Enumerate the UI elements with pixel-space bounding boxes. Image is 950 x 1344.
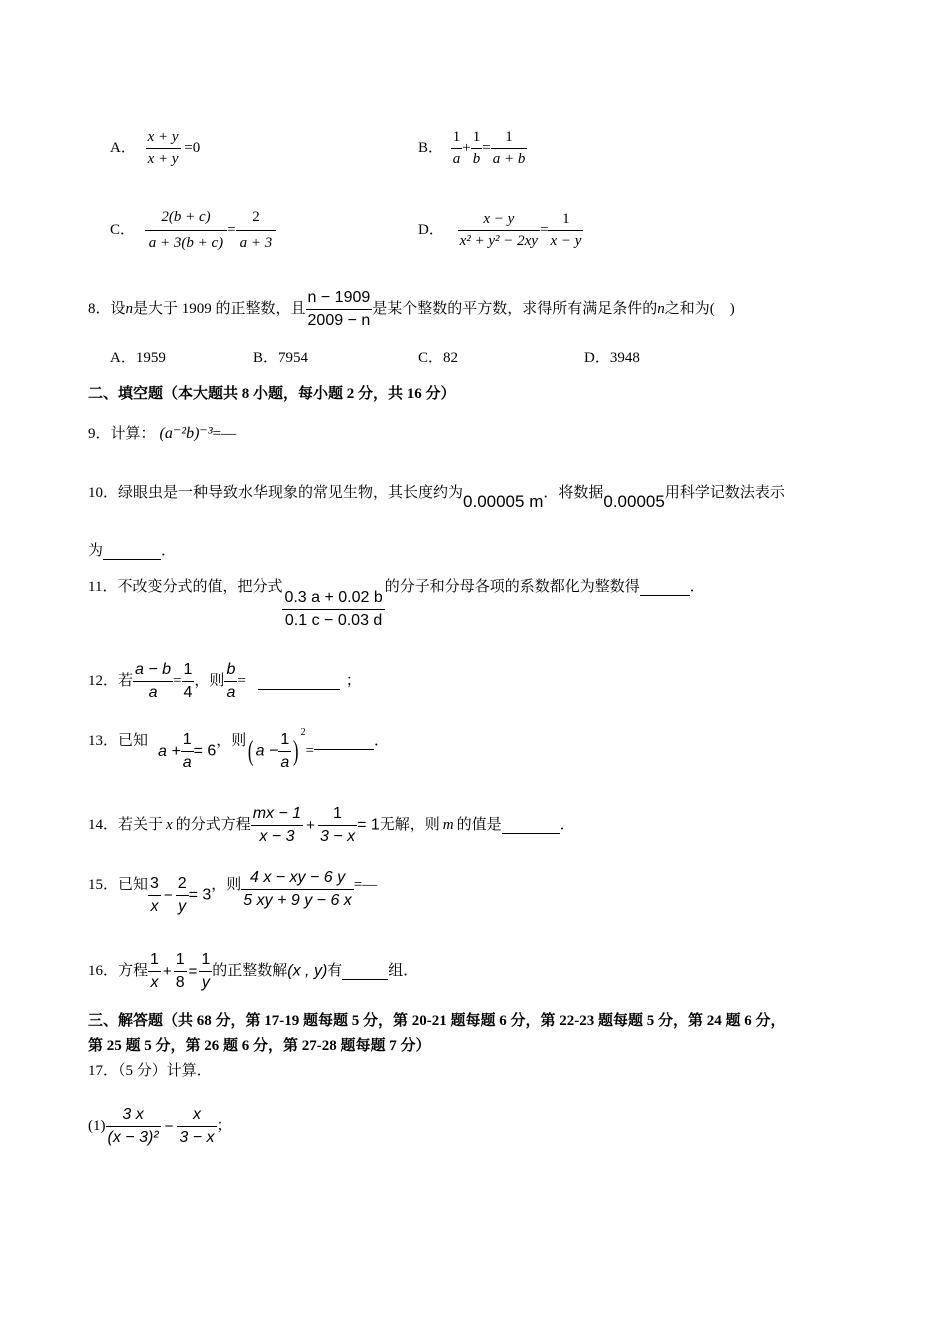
question-text: 14．若关于	[88, 817, 164, 833]
numerator: 0.3 a + 0.02 b	[282, 590, 384, 610]
question-text: 的值是	[456, 817, 502, 833]
denominator: 0.1 c − 0.03 d	[284, 612, 383, 629]
denominator: x	[150, 974, 159, 991]
question-text: ，则	[194, 673, 225, 689]
denominator: x + y	[147, 151, 179, 167]
fraction	[182, 662, 195, 701]
question-9	[88, 426, 236, 442]
answer-blank[interactable]	[502, 818, 560, 834]
question-8	[88, 290, 735, 329]
variable: n	[125, 301, 134, 317]
denominator: a	[182, 754, 192, 771]
denominator: a	[280, 754, 290, 771]
numerator: x − y	[458, 212, 540, 231]
fraction	[224, 662, 237, 701]
question-text: ，则	[216, 732, 247, 749]
q8-option-b: B．7954	[253, 350, 309, 366]
equals-sign: =	[173, 673, 182, 689]
answer-blank[interactable]	[103, 544, 161, 560]
question-10	[88, 483, 785, 511]
q8-option-c: C．82	[418, 350, 459, 366]
fraction	[199, 952, 212, 991]
numerator: 1	[174, 952, 187, 972]
fraction	[471, 130, 483, 167]
denominator: 3 − x	[179, 1129, 215, 1146]
denominator: x − 3	[259, 828, 295, 845]
denominator: a + 3(b + c)	[148, 235, 224, 251]
section-2-title: 二、填空题（本大题共 8 小题，每小题 2 分，共 16 分）	[88, 386, 456, 402]
numerator: 1	[471, 130, 483, 149]
question-10-line-2	[88, 544, 176, 560]
plus-sign: +	[462, 140, 471, 156]
question-text: 组．	[388, 963, 419, 979]
denominator: b	[472, 151, 481, 167]
minus-sign: −	[163, 887, 173, 904]
question-17-part-1	[88, 1107, 232, 1146]
denominator: a	[226, 684, 236, 701]
denominator: 8	[175, 974, 185, 991]
q7-option-c	[110, 210, 276, 251]
plus-sign: +	[306, 817, 315, 834]
question-13	[88, 726, 390, 771]
minus-sign: −	[164, 1118, 174, 1135]
fraction	[148, 876, 161, 915]
denominator: y	[178, 898, 187, 915]
numerator: b	[224, 662, 237, 682]
expression: (a⁻²b)⁻³	[159, 425, 213, 442]
denominator: (x − 3)²	[107, 1129, 159, 1146]
equals-sign: = 1	[357, 816, 380, 834]
fraction	[106, 1107, 161, 1146]
left-paren: (	[248, 735, 254, 767]
question-text: 用科学记数法表示	[664, 485, 785, 501]
option-label: D．	[418, 222, 444, 238]
question-text: 15．已知	[88, 876, 149, 893]
equals-sign: = 3	[188, 886, 212, 904]
expression: a −	[255, 742, 279, 760]
answer-blank: =—	[353, 876, 378, 893]
question-12	[88, 662, 361, 701]
punctuation: ．	[374, 732, 390, 749]
equals-sign: =	[305, 743, 315, 759]
numerator: 1	[182, 662, 195, 682]
exponent: 2	[300, 726, 306, 738]
fraction	[548, 212, 583, 249]
question-text: 的正整数解	[212, 963, 288, 979]
answer-blank[interactable]	[342, 964, 388, 980]
equals-sign: =	[227, 222, 236, 238]
punctuation: ；	[216, 1118, 232, 1134]
denominator: 2009 − n	[307, 312, 371, 329]
option-label: C．	[110, 222, 136, 238]
denominator: x − y	[550, 233, 582, 249]
numerator: x	[177, 1107, 216, 1127]
question-text: ，则	[211, 876, 242, 893]
fraction	[491, 130, 528, 167]
question-text: 16．方程	[88, 963, 149, 979]
question-text: 8．设	[88, 301, 126, 317]
equals-sign: =	[482, 140, 491, 156]
q8-option-d: D．3948	[584, 350, 640, 366]
question-text: 9．计算：	[88, 426, 156, 442]
fraction	[146, 130, 181, 167]
option-label: B．	[418, 140, 444, 156]
answer-blank[interactable]	[640, 580, 690, 596]
question-16	[88, 952, 418, 991]
numerator: a − b	[133, 662, 173, 682]
numerator: 1	[548, 212, 583, 231]
denominator: x	[150, 898, 159, 915]
fraction	[306, 290, 373, 329]
fraction	[176, 876, 189, 915]
numerator: 3 x	[106, 1107, 161, 1127]
question-text: 是某个整数的平方数，求得所有满足条件的	[372, 301, 658, 317]
fraction	[181, 732, 194, 771]
numerator: 2(b + c)	[145, 210, 227, 231]
right-paren: )	[293, 735, 299, 767]
denominator: 5 xy + 9 y − 6 x	[243, 892, 352, 909]
fraction	[236, 210, 277, 251]
numerator: 4 x − xy − 6 y	[241, 870, 354, 890]
question-text: 12．若	[88, 673, 134, 689]
value: 0.00005 m	[463, 492, 544, 511]
answer-blank[interactable]	[258, 674, 340, 690]
fraction	[318, 806, 357, 845]
plus-sign: +	[162, 963, 172, 980]
fraction	[282, 590, 384, 629]
expression: = 6	[193, 742, 217, 760]
variable: n	[657, 301, 665, 317]
question-text: ．将数据	[543, 485, 604, 501]
fraction	[458, 212, 540, 249]
punctuation: ．	[559, 817, 575, 833]
fraction	[174, 952, 187, 991]
equals-sign: =	[237, 673, 246, 689]
denominator: a + 3	[239, 235, 273, 251]
numerator: 1	[318, 806, 357, 826]
denominator: a	[452, 151, 461, 167]
denominator: a	[148, 684, 158, 701]
numerator: 2	[236, 210, 277, 231]
option-label: A．	[110, 140, 136, 156]
question-text: 11．不改变分式的值，把分式	[88, 579, 283, 595]
question-text: 10．绿眼虫是一种导致水华现象的常见生物，其长度约为	[88, 485, 464, 501]
denominator: 4	[183, 684, 193, 701]
denominator: x² + y² − 2xy	[459, 233, 538, 249]
fraction	[451, 130, 463, 167]
question-text: 为	[88, 543, 104, 559]
fraction	[145, 210, 227, 251]
variable: x	[166, 817, 173, 833]
numerator: 1	[451, 130, 463, 149]
fraction	[148, 952, 161, 991]
question-text: 有	[327, 963, 343, 979]
q7-option-b	[418, 130, 527, 167]
punctuation: ．	[161, 543, 177, 559]
numerator: 1	[278, 732, 291, 752]
fraction	[133, 662, 173, 701]
numerator: 3	[148, 876, 161, 896]
value: 0.00005	[603, 492, 665, 511]
fraction	[177, 1107, 216, 1146]
q7-option-a	[110, 130, 200, 167]
answer-blank: =—	[212, 426, 237, 442]
equals-sign: =	[188, 963, 198, 980]
fraction	[241, 870, 354, 909]
fraction	[251, 806, 303, 845]
answer-blank[interactable]	[314, 734, 374, 750]
punctuation: ；	[345, 673, 361, 689]
denominator: a + b	[492, 151, 526, 167]
numerator: mx − 1	[251, 806, 303, 826]
section-3-title: 三、解答题（共 68 分，第 17-19 题每题 5 分，第 20-21 题每题 6 分，第 22-23 题每题 5 分，第 24 题 6 分，	[88, 1013, 786, 1029]
numerator: 2	[176, 876, 189, 896]
denominator: 3 − x	[319, 828, 356, 845]
numerator: x + y	[146, 130, 181, 149]
numerator: 1	[199, 952, 212, 972]
expression: a +	[158, 742, 181, 760]
denominator: y	[201, 974, 210, 991]
question-text: 的分式方程	[175, 817, 251, 833]
question-11	[88, 579, 705, 629]
question-text: 之和为( )	[664, 301, 735, 317]
numerator: 1	[181, 732, 194, 752]
question-text: 13．已知	[88, 732, 149, 749]
numerator: n − 1909	[306, 290, 373, 310]
question-14	[88, 806, 575, 845]
variable: m	[442, 817, 454, 833]
question-text: 的分子和分母各项的系数都化为整数得	[384, 579, 640, 595]
q7-option-d	[418, 212, 583, 249]
section-3-title-line-2: 第 25 题 5 分，第 26 题 6 分，第 27-28 题每题 7 分）	[88, 1038, 431, 1054]
punctuation: ．	[689, 579, 705, 595]
question-text: 无解，则	[379, 817, 440, 833]
question-text: 是大于 1909 的正整数，且	[133, 301, 306, 317]
equals-sign: =	[539, 222, 549, 238]
numerator: 1	[491, 130, 528, 149]
fraction	[278, 732, 291, 771]
question-17-title: 17．（5 分）计算．	[88, 1063, 212, 1079]
part-label: (1)	[88, 1118, 106, 1134]
q8-option-a: A．1959	[110, 350, 166, 366]
expression: (x , y)	[287, 962, 328, 980]
question-15	[88, 869, 378, 915]
rhs: =0	[184, 140, 201, 156]
numerator: 1	[148, 952, 161, 972]
